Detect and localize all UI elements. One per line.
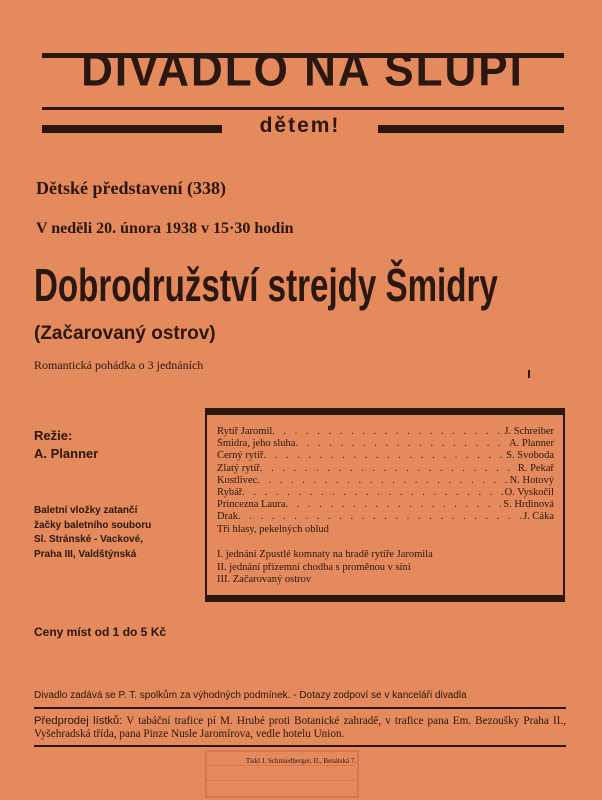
subtitle-right-rule <box>378 125 564 133</box>
cast-row <box>217 475 554 487</box>
stamp-line <box>205 780 355 781</box>
performance-label: Dětské představení (338) <box>36 178 226 198</box>
leader-dots <box>242 487 502 499</box>
leader-dots <box>272 426 502 438</box>
presale-label: Předprodej lístků: <box>34 715 123 727</box>
rental-notice: Divadlo zadává se P. T. spolkům za výhodných podmínek. - Dotazy zodpoví se v kanceláři divadla <box>34 690 467 701</box>
cast-row <box>217 511 554 523</box>
act-3: III. Začarovaný ostrov <box>217 574 312 586</box>
cast-actor: A. Planner <box>509 438 554 450</box>
presale-info <box>34 715 566 741</box>
cast-row <box>217 426 554 438</box>
cast-role: Šmidra, jeho sluha <box>217 438 296 450</box>
cast-role: Princezna Laura <box>217 499 286 511</box>
cast-row <box>217 438 554 450</box>
cast-actor: O. Vyskočil <box>504 487 554 498</box>
cast-row <box>217 463 554 475</box>
stamp-line <box>205 765 355 766</box>
printer-imprint: Tiskl J. Schmiedberger, II., Benátská 7. <box>245 757 357 765</box>
cast-actor: J. Čáka <box>523 511 554 523</box>
leader-dots <box>260 463 516 475</box>
play-subtitle: (Začarovaný ostrov) <box>34 323 216 344</box>
cast-role: Tři hlasy, pekelných oblud <box>217 523 329 535</box>
ticket-prices: Ceny míst od 1 do 5 Kč <box>34 625 167 639</box>
audience-subtitle: dětem! <box>259 114 341 137</box>
cast-box-right-border <box>563 408 565 602</box>
cast-actor: J. Schreiber <box>504 426 554 437</box>
cast-actor: S. Hrdinová <box>503 499 554 511</box>
ballet-line-4: Praha III, Valdštýnská <box>34 548 137 560</box>
cast-actor: S. Svoboda <box>506 450 554 462</box>
cast-role: Rytíř Jaromil <box>217 426 273 437</box>
cast-box-top-border <box>205 408 565 415</box>
play-title: Dobrodružství strejdy Šmidry <box>34 259 498 311</box>
ballet-line-2: žačky baletního souboru <box>34 519 152 531</box>
ballet-line-3: Sl. Stránské - Vackové, <box>34 534 143 545</box>
stray-mark <box>528 370 530 378</box>
cast-role: Rybář <box>217 487 243 498</box>
cast-actor: R. Pekař <box>517 462 554 474</box>
header-bottom-rule <box>42 107 564 110</box>
presale-rule <box>34 745 566 747</box>
cast-row <box>217 487 554 499</box>
leader-dots <box>263 450 504 462</box>
cast-role: Drak <box>217 511 238 523</box>
act-2: II. jednání přízemní chodba s proměnou v síni <box>217 561 411 573</box>
cast-role: Zlatý rytíř <box>217 462 260 474</box>
theatre-name: DIVADLO NA SLUPI <box>81 44 524 97</box>
presale-text: V tabáční trafice pí M. Hrubé proti Botanické zahradě, v trafice pana Em. Bezoušky Praha II., Vyšehradská třída, pana Pinze Nusle Jaromírova, vedle hotelu Union. <box>34 715 566 740</box>
cast-actor: N. Hotový <box>509 474 554 486</box>
subtitle-left-rule <box>42 125 222 133</box>
leader-dots <box>286 499 502 511</box>
cast-role: Černý rytíř <box>217 450 264 462</box>
cast-box-left-border <box>205 408 207 602</box>
direction-label: Režie: <box>34 428 73 443</box>
cast-row <box>217 524 554 536</box>
ballet-line-1: Baletní vložky zatančí <box>34 505 138 516</box>
cast-row <box>217 499 554 511</box>
cast-role: Kostlivec <box>217 474 258 486</box>
leader-dots <box>257 475 507 487</box>
cast-box-bottom-border <box>205 595 565 602</box>
notice-rule <box>34 707 566 709</box>
leader-dots <box>238 511 521 523</box>
act-1: I. jednání Zpustlé komnaty na hradě rytíře Jaromila <box>217 549 433 560</box>
play-description: Romantická pohádka o 3 jednáních <box>34 358 204 372</box>
cast-row <box>217 450 554 462</box>
library-stamp <box>205 750 359 798</box>
director-name: A. Planner <box>34 446 99 461</box>
leader-dots <box>295 438 507 450</box>
performance-date: V neděli 20. února 1938 v 15·30 hodin <box>36 220 294 237</box>
